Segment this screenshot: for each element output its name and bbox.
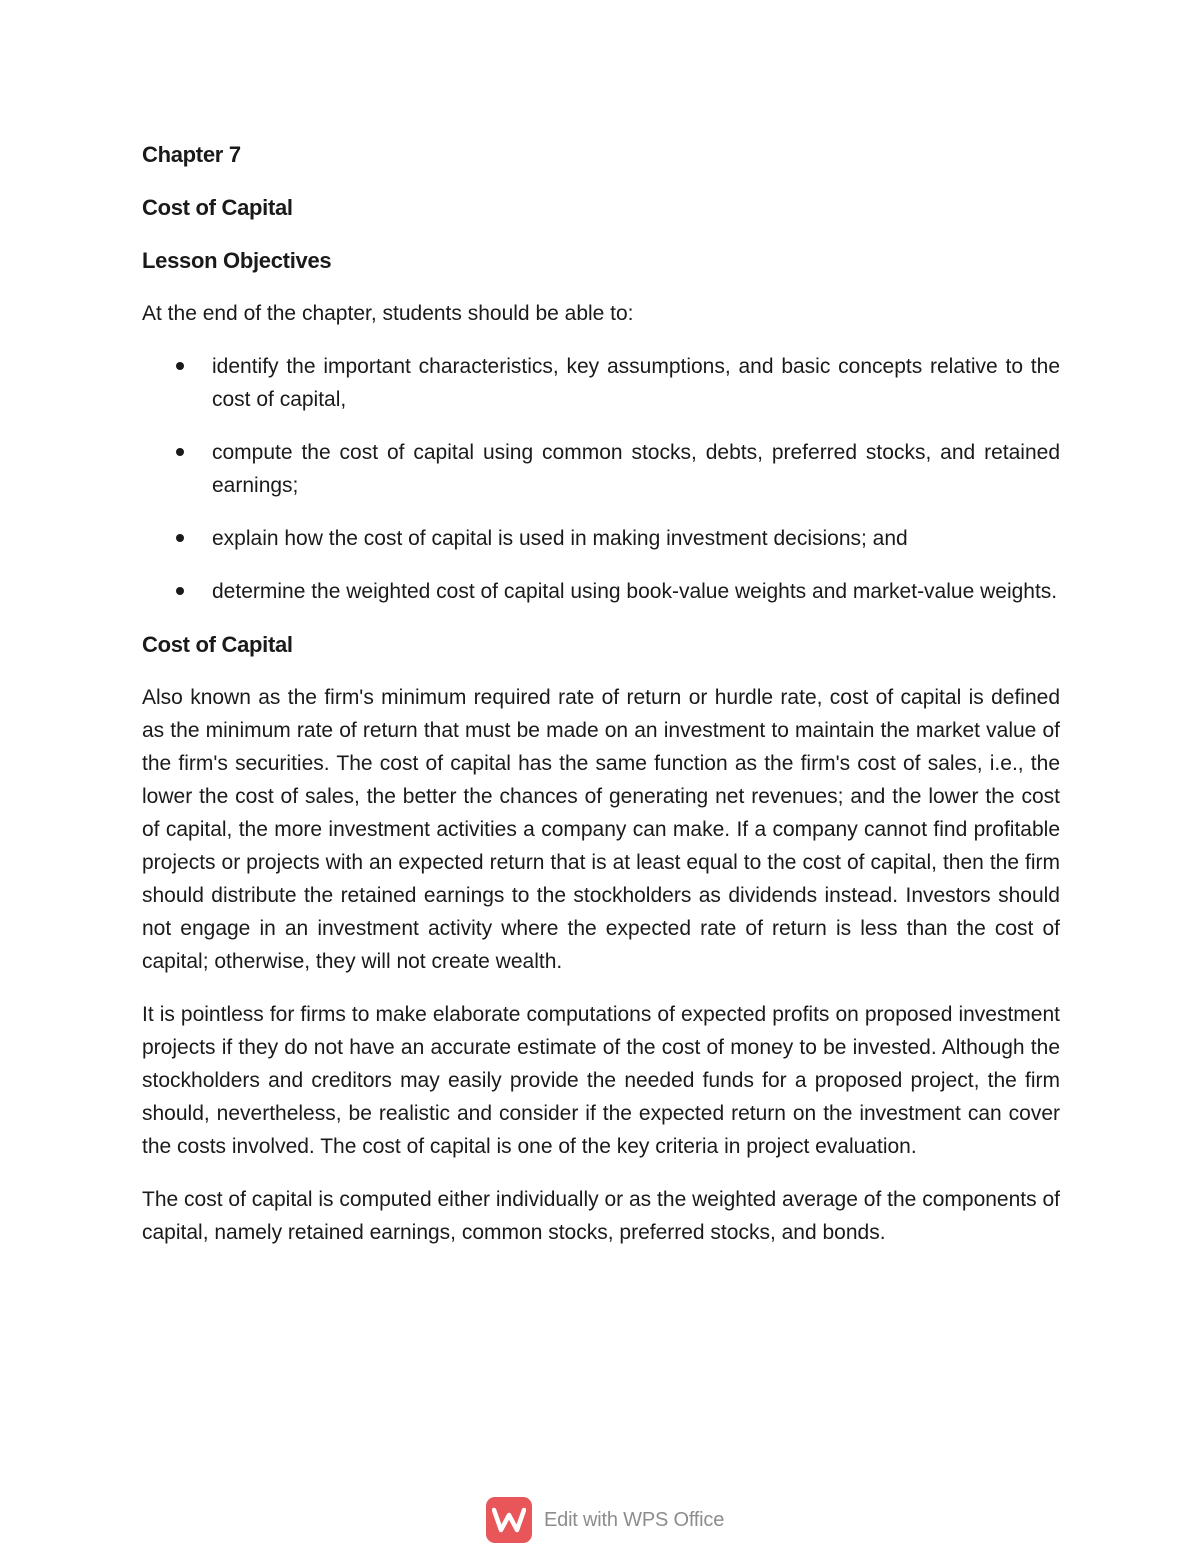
objectives-heading: Lesson Objectives [142,248,332,273]
list-item [142,522,1060,555]
objectives-list [142,350,1060,608]
list-item [142,575,1060,608]
intro-text: At the end of the chapter, students should be able to: [142,302,634,325]
paragraph: The cost of capital is computed either individually or as the weighted average of the components of capital, namely retained earnings, common stocks, preferred stocks, and bonds. [142,1188,1060,1244]
wps-edit-badge[interactable] [486,1497,724,1543]
objective-text: compute the cost of capital using common stocks, debts, preferred stocks, and retained earnings; [212,441,1060,497]
document-page [142,138,1060,1269]
wps-edit-label: Edit with WPS Office [544,1508,725,1531]
section-heading: Cost of Capital [142,632,293,657]
wps-w-glyph [492,1507,526,1533]
bullet-icon [176,587,184,595]
objective-text: explain how the cost of capital is used in making investment decisions; and [212,527,908,550]
objective-text: identify the important characteristics, key assumptions, and basic concepts relative to the cost of capital, [212,355,1060,411]
paragraph: It is pointless for firms to make elaborate computations of expected profits on proposed investment projects if they do not have an accurate estimate of the cost of money to be invested. Although the stockholders and creditors may easily provide the needed funds for a proposed project, the firm should, nevertheless, be realistic and consider if the expected return on the investment can cover the costs involved. The cost of capital is one of the key criteria in project evaluation. [142,1003,1060,1158]
bullet-icon [176,362,184,370]
chapter-title: Cost of Capital [142,195,293,220]
bullet-icon [176,448,184,456]
paragraph: Also known as the firm's minimum required rate of return or hurdle rate, cost of capital is defined as the minimum rate of return that must be made on an investment to maintain the market value of the firm's securities. The cost of capital has the same function as the firm's cost of sales, i.e., the lower the cost of sales, the better the chances of generating net revenues; and the lower the cost of capital, the more investment activities a company can make. If a company cannot find profitable projects or projects with an expected return that is at least equal to the cost of capital, then the firm should distribute the retained earnings to the stockholders as dividends instead. Investors should not engage in an investment activity where the expected rate of return is less than the cost of capital; otherwise, they will not create wealth. [142,686,1060,973]
list-item [142,436,1060,502]
list-item [142,350,1060,416]
wps-logo-icon [486,1497,532,1543]
chapter-label: Chapter 7 [142,142,241,167]
bullet-icon [176,534,184,542]
objective-text: determine the weighted cost of capital using book-value weights and market-value weights. [212,580,1058,603]
